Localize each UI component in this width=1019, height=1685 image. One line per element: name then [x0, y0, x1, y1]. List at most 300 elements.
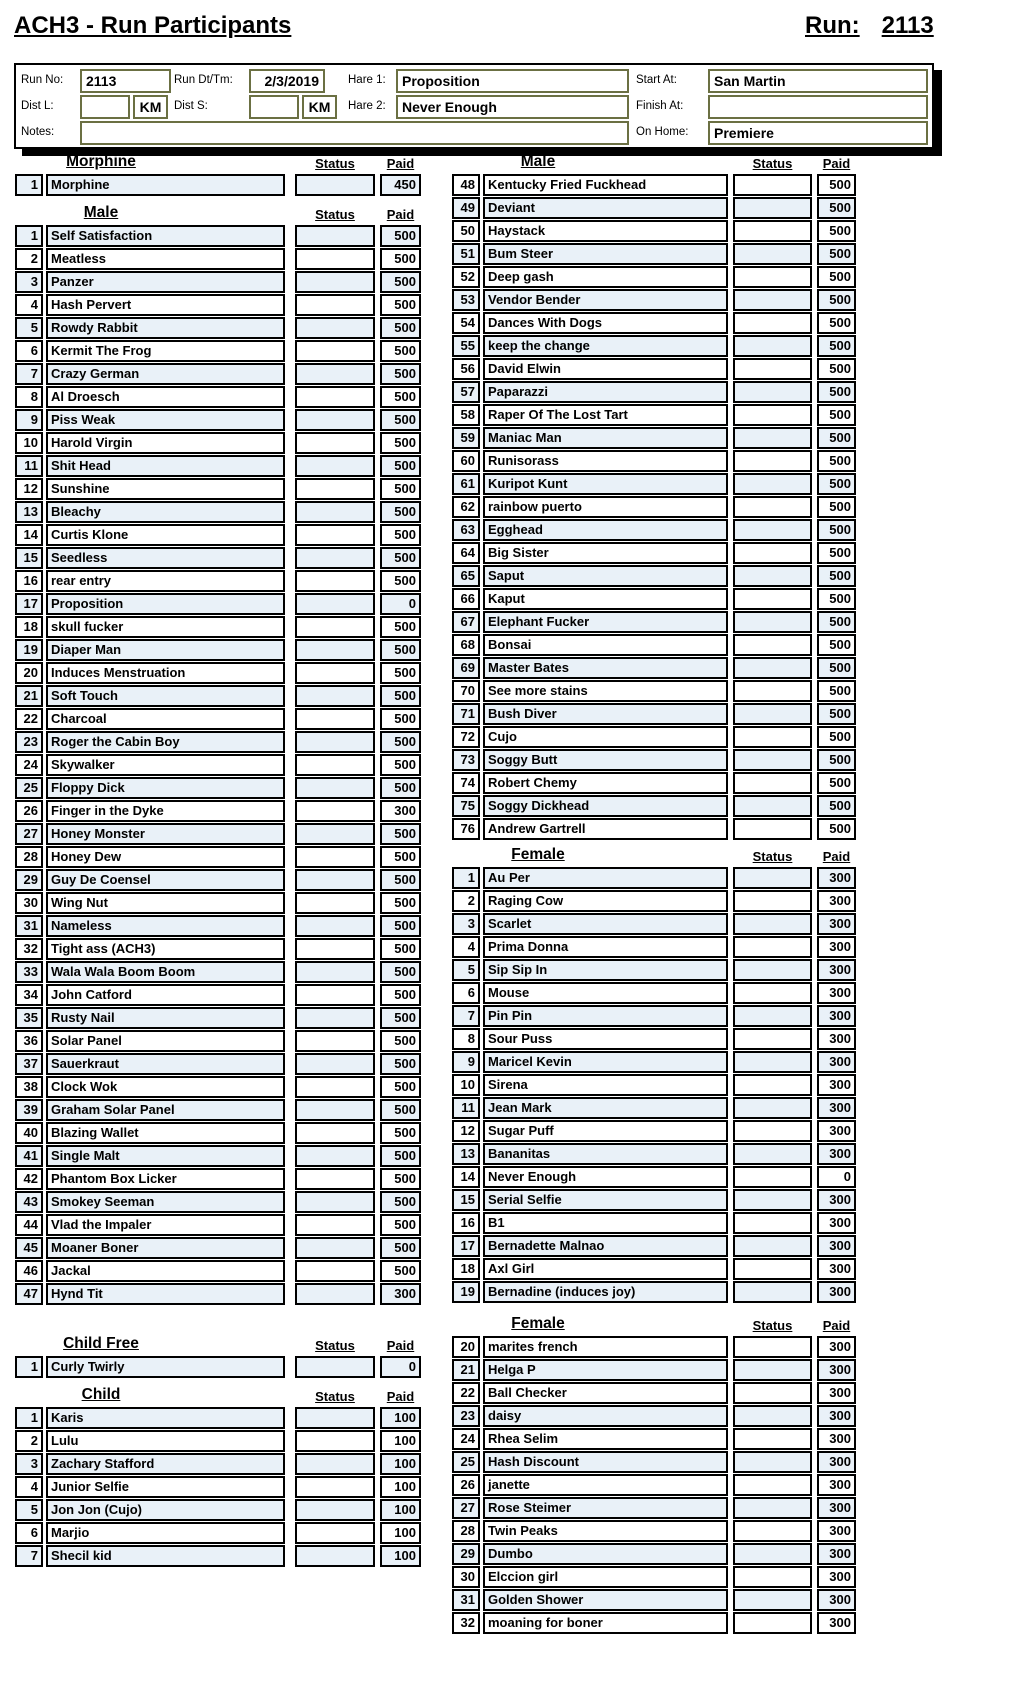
paid-cell[interactable]: 500	[380, 685, 421, 707]
participant-row	[15, 547, 421, 569]
participant-name-cell: Jackal	[46, 1260, 285, 1282]
status-cell[interactable]	[733, 890, 812, 912]
participant-name-cell: Honey Dew	[46, 846, 285, 868]
paid-cell[interactable]: 500	[817, 818, 856, 840]
paid-cell[interactable]: 300	[817, 1281, 856, 1303]
paid-cell[interactable]: 100	[380, 1453, 421, 1475]
paid-cell[interactable]: 500	[817, 726, 856, 748]
paid-cell[interactable]: 500	[380, 984, 421, 1006]
paid-cell[interactable]: 300	[817, 1474, 856, 1496]
status-cell[interactable]	[733, 519, 812, 541]
status-cell[interactable]	[295, 409, 375, 431]
status-cell[interactable]	[733, 404, 812, 426]
paid-cell[interactable]: 500	[380, 363, 421, 385]
status-cell[interactable]	[295, 1214, 375, 1236]
paid-cell[interactable]: 500	[380, 662, 421, 684]
status-cell[interactable]	[295, 455, 375, 477]
status-cell[interactable]	[733, 657, 812, 679]
status-cell[interactable]	[295, 1122, 375, 1144]
participant-name-cell: Egghead	[483, 519, 728, 541]
paid-cell[interactable]: 300	[817, 1005, 856, 1027]
status-cell[interactable]	[295, 432, 375, 454]
paid-cell[interactable]: 300	[817, 867, 856, 889]
participant-row	[15, 1430, 421, 1452]
status-cell[interactable]	[295, 225, 375, 247]
start-at-field[interactable]: San Martin	[708, 69, 928, 93]
paid-cell[interactable]: 500	[380, 892, 421, 914]
paid-cell[interactable]: 300	[817, 1097, 856, 1119]
status-cell[interactable]	[733, 1166, 812, 1188]
paid-cell[interactable]: 300	[817, 1612, 856, 1634]
status-cell[interactable]	[733, 1281, 812, 1303]
status-cell[interactable]	[733, 1497, 812, 1519]
section-title-wrap	[452, 846, 733, 864]
status-cell[interactable]	[295, 869, 375, 891]
status-cell[interactable]	[295, 961, 375, 983]
paid-cell[interactable]: 300	[817, 890, 856, 912]
paid-cell[interactable]: 100	[380, 1522, 421, 1544]
paid-cell[interactable]: 500	[817, 174, 856, 196]
paid-cell[interactable]: 300	[817, 1359, 856, 1381]
row-number-cell: 18	[452, 1258, 480, 1280]
row-number-cell: 5	[452, 959, 480, 981]
paid-cell[interactable]: 100	[380, 1499, 421, 1521]
paid-cell[interactable]: 500	[380, 961, 421, 983]
paid-cell[interactable]: 500	[380, 271, 421, 293]
status-cell[interactable]	[733, 611, 812, 633]
paid-cell[interactable]: 300	[817, 1589, 856, 1611]
status-cell[interactable]	[295, 593, 375, 615]
status-cell[interactable]	[733, 1589, 812, 1611]
paid-cell[interactable]: 500	[380, 294, 421, 316]
status-cell[interactable]	[733, 266, 812, 288]
paid-cell[interactable]: 300	[817, 936, 856, 958]
status-cell[interactable]	[733, 381, 812, 403]
paid-cell[interactable]: 500	[380, 1076, 421, 1098]
participant-row	[452, 1281, 856, 1303]
status-cell[interactable]	[733, 1428, 812, 1450]
paid-cell[interactable]: 500	[817, 266, 856, 288]
status-cell[interactable]	[295, 1053, 375, 1075]
status-cell[interactable]	[295, 386, 375, 408]
paid-cell[interactable]: 500	[380, 225, 421, 247]
paid-cell[interactable]: 300	[817, 1336, 856, 1358]
participant-row	[15, 1145, 421, 1167]
participant-name-cell: Bernadine (induces joy)	[483, 1281, 728, 1303]
status-cell[interactable]	[295, 1076, 375, 1098]
paid-cell[interactable]: 500	[817, 519, 856, 541]
participant-name-cell: Runisorass	[483, 450, 728, 472]
status-cell[interactable]	[733, 1543, 812, 1565]
status-cell[interactable]	[295, 1430, 375, 1452]
participant-name-cell: Karis	[46, 1407, 285, 1429]
paid-cell[interactable]: 500	[817, 289, 856, 311]
status-cell[interactable]	[733, 1120, 812, 1142]
paid-cell[interactable]: 500	[817, 450, 856, 472]
status-cell[interactable]	[733, 1474, 812, 1496]
paid-cell[interactable]: 300	[817, 1235, 856, 1257]
status-column-header: Status	[315, 1389, 355, 1404]
status-cell[interactable]	[733, 358, 812, 380]
status-cell[interactable]	[733, 1382, 812, 1404]
paid-cell[interactable]: 500	[380, 1168, 421, 1190]
paid-cell[interactable]: 500	[380, 1260, 421, 1282]
status-cell[interactable]	[733, 243, 812, 265]
status-cell[interactable]	[733, 565, 812, 587]
participant-name-cell: Phantom Box Licker	[46, 1168, 285, 1190]
participant-row	[452, 1451, 856, 1473]
participant-row	[452, 1612, 856, 1634]
paid-cell[interactable]: 500	[380, 340, 421, 362]
status-cell[interactable]	[295, 731, 375, 753]
paid-cell[interactable]: 500	[817, 197, 856, 219]
status-cell[interactable]	[733, 1143, 812, 1165]
status-cell[interactable]	[733, 220, 812, 242]
paid-cell[interactable]: 500	[380, 616, 421, 638]
paid-cell[interactable]: 500	[380, 823, 421, 845]
status-cell[interactable]	[733, 1258, 812, 1280]
row-number-cell: 23	[452, 1405, 480, 1427]
paid-cell[interactable]: 100	[380, 1407, 421, 1429]
status-cell[interactable]	[295, 1191, 375, 1213]
hare2-field[interactable]: Never Enough	[396, 95, 629, 119]
row-number-cell: 1	[15, 1356, 43, 1378]
status-cell[interactable]	[295, 938, 375, 960]
status-cell[interactable]	[295, 248, 375, 270]
paid-cell[interactable]: 500	[380, 524, 421, 546]
status-cell[interactable]	[295, 363, 375, 385]
paid-cell[interactable]: 500	[817, 427, 856, 449]
status-cell[interactable]	[733, 1359, 812, 1381]
participant-name-cell: Lulu	[46, 1430, 285, 1452]
finish-at-field[interactable]	[708, 95, 928, 119]
status-cell[interactable]	[295, 1099, 375, 1121]
status-cell[interactable]	[295, 777, 375, 799]
status-cell[interactable]	[295, 915, 375, 937]
paid-cell[interactable]: 0	[380, 593, 421, 615]
status-cell[interactable]	[295, 1145, 375, 1167]
status-cell[interactable]	[295, 1283, 375, 1305]
paid-cell[interactable]: 500	[380, 639, 421, 661]
paid-cell[interactable]: 300	[817, 1212, 856, 1234]
status-cell[interactable]	[733, 867, 812, 889]
paid-cell[interactable]: 100	[380, 1476, 421, 1498]
status-cell[interactable]	[295, 616, 375, 638]
status-cell[interactable]	[733, 1097, 812, 1119]
paid-cell[interactable]: 500	[817, 588, 856, 610]
paid-cell[interactable]: 500	[380, 731, 421, 753]
on-home-field[interactable]: Premiere	[708, 121, 928, 145]
status-cell[interactable]	[295, 1545, 375, 1567]
status-cell[interactable]	[733, 1405, 812, 1427]
status-cell[interactable]	[295, 892, 375, 914]
paid-cell[interactable]: 500	[380, 1099, 421, 1121]
status-cell[interactable]	[733, 1051, 812, 1073]
status-cell[interactable]	[733, 496, 812, 518]
status-cell[interactable]	[733, 588, 812, 610]
status-cell[interactable]	[733, 936, 812, 958]
status-cell[interactable]	[295, 340, 375, 362]
paid-cell[interactable]: 500	[817, 358, 856, 380]
paid-cell[interactable]: 500	[380, 915, 421, 937]
paid-cell[interactable]: 500	[817, 772, 856, 794]
paid-cell[interactable]: 300	[817, 1566, 856, 1588]
participant-row	[15, 616, 421, 638]
row-number-cell: 48	[452, 174, 480, 196]
paid-cell[interactable]: 300	[817, 1451, 856, 1473]
status-cell[interactable]	[733, 772, 812, 794]
status-cell[interactable]	[295, 1237, 375, 1259]
status-cell[interactable]	[733, 427, 812, 449]
status-cell[interactable]	[295, 478, 375, 500]
status-cell[interactable]	[733, 1074, 812, 1096]
row-number-cell: 49	[452, 197, 480, 219]
status-cell[interactable]	[295, 984, 375, 1006]
paid-cell[interactable]: 500	[380, 1030, 421, 1052]
paid-cell[interactable]: 500	[380, 777, 421, 799]
status-cell[interactable]	[733, 749, 812, 771]
paid-cell[interactable]: 300	[817, 1405, 856, 1427]
paid-cell[interactable]: 100	[380, 1545, 421, 1567]
paid-cell[interactable]: 500	[817, 220, 856, 242]
status-cell[interactable]	[733, 726, 812, 748]
status-cell[interactable]	[733, 1028, 812, 1050]
status-cell[interactable]	[733, 982, 812, 1004]
status-cell[interactable]	[295, 846, 375, 868]
participant-name-cell: Meatless	[46, 248, 285, 270]
paid-cell[interactable]: 500	[380, 1214, 421, 1236]
status-cell[interactable]	[733, 312, 812, 334]
row-number-cell: 25	[452, 1451, 480, 1473]
paid-cell[interactable]: 500	[380, 1237, 421, 1259]
paid-cell[interactable]: 100	[380, 1430, 421, 1452]
row-number-cell: 1	[452, 867, 480, 889]
participant-row	[15, 1053, 421, 1075]
status-cell[interactable]	[295, 685, 375, 707]
paid-cell[interactable]: 500	[380, 938, 421, 960]
participant-name-cell: Blazing Wallet	[46, 1122, 285, 1144]
status-cell[interactable]	[295, 1030, 375, 1052]
row-number-cell: 20	[15, 662, 43, 684]
participant-name-cell: See more stains	[483, 680, 728, 702]
paid-cell[interactable]: 500	[380, 317, 421, 339]
row-number-cell: 35	[15, 1007, 43, 1029]
status-cell[interactable]	[295, 823, 375, 845]
status-cell[interactable]	[295, 1453, 375, 1475]
status-cell[interactable]	[733, 1189, 812, 1211]
participant-row	[15, 1076, 421, 1098]
paid-cell[interactable]: 500	[380, 432, 421, 454]
status-cell[interactable]	[733, 1005, 812, 1027]
paid-cell[interactable]: 500	[817, 565, 856, 587]
status-cell[interactable]	[733, 1451, 812, 1473]
notes-field[interactable]	[80, 121, 629, 145]
status-cell[interactable]	[733, 634, 812, 656]
status-cell[interactable]	[295, 639, 375, 661]
paid-cell[interactable]: 500	[817, 657, 856, 679]
paid-cell[interactable]: 500	[817, 611, 856, 633]
participant-row	[15, 1007, 421, 1029]
status-cell[interactable]	[295, 1407, 375, 1429]
paid-cell[interactable]: 500	[380, 869, 421, 891]
paid-cell[interactable]: 500	[380, 501, 421, 523]
participant-name-cell: Morphine	[46, 174, 285, 196]
status-cell[interactable]	[733, 818, 812, 840]
paid-cell[interactable]: 300	[817, 1382, 856, 1404]
paid-cell[interactable]: 500	[380, 1007, 421, 1029]
paid-cell[interactable]: 500	[817, 381, 856, 403]
status-cell[interactable]	[295, 271, 375, 293]
status-cell[interactable]	[733, 174, 812, 196]
run-no-field[interactable]: 2113	[80, 69, 171, 93]
paid-cell[interactable]: 500	[817, 542, 856, 564]
paid-cell[interactable]: 0	[817, 1166, 856, 1188]
paid-cell[interactable]: 300	[817, 1520, 856, 1542]
paid-cell[interactable]: 300	[817, 1143, 856, 1165]
paid-column-header: Paid	[822, 1318, 851, 1333]
paid-cell[interactable]: 300	[380, 800, 421, 822]
run-dttm-field[interactable]: 2/3/2019	[249, 69, 325, 93]
status-cell[interactable]	[733, 1566, 812, 1588]
status-cell[interactable]	[295, 708, 375, 730]
status-cell[interactable]	[295, 1476, 375, 1498]
row-number-cell: 22	[452, 1382, 480, 1404]
row-number-cell: 71	[452, 703, 480, 725]
participant-name-cell: Curly Twirly	[46, 1356, 285, 1378]
status-cell[interactable]	[295, 524, 375, 546]
paid-cell[interactable]: 500	[380, 455, 421, 477]
paid-cell[interactable]: 500	[817, 634, 856, 656]
paid-cell[interactable]: 300	[817, 913, 856, 935]
paid-cell[interactable]: 500	[817, 312, 856, 334]
paid-cell[interactable]: 500	[380, 1122, 421, 1144]
row-number-cell: 53	[452, 289, 480, 311]
paid-cell[interactable]: 500	[817, 335, 856, 357]
status-cell[interactable]	[295, 1356, 375, 1378]
status-cell[interactable]	[733, 703, 812, 725]
paid-cell[interactable]: 500	[380, 409, 421, 431]
paid-cell[interactable]: 300	[380, 1283, 421, 1305]
paid-cell[interactable]: 500	[380, 846, 421, 868]
section-title: Child	[81, 1386, 121, 1403]
status-cell[interactable]	[295, 1007, 375, 1029]
status-cell[interactable]	[733, 913, 812, 935]
paid-cell[interactable]: 300	[817, 1028, 856, 1050]
paid-cell[interactable]: 300	[817, 1258, 856, 1280]
paid-cell[interactable]: 500	[817, 795, 856, 817]
row-number-cell: 40	[15, 1122, 43, 1144]
participant-name-cell: Sugar Puff	[483, 1120, 728, 1142]
paid-cell[interactable]: 500	[380, 386, 421, 408]
participant-name-cell: Dumbo	[483, 1543, 728, 1565]
paid-cell[interactable]: 500	[380, 1053, 421, 1075]
status-cell[interactable]	[733, 197, 812, 219]
status-cell[interactable]	[295, 754, 375, 776]
paid-cell[interactable]: 500	[380, 708, 421, 730]
row-number-cell: 73	[452, 749, 480, 771]
row-number-cell: 63	[452, 519, 480, 541]
participant-name-cell: Elephant Fucker	[483, 611, 728, 633]
paid-cell[interactable]: 300	[817, 982, 856, 1004]
status-cell[interactable]	[733, 1336, 812, 1358]
paid-cell[interactable]: 500	[817, 243, 856, 265]
row-number-cell: 2	[15, 248, 43, 270]
status-cell[interactable]	[295, 501, 375, 523]
paid-cell[interactable]: 500	[817, 404, 856, 426]
status-cell[interactable]	[295, 570, 375, 592]
status-cell[interactable]	[295, 800, 375, 822]
status-cell[interactable]	[295, 547, 375, 569]
status-cell[interactable]	[295, 317, 375, 339]
paid-cell[interactable]: 300	[817, 1428, 856, 1450]
status-cell[interactable]	[733, 289, 812, 311]
paid-cell[interactable]: 500	[817, 496, 856, 518]
paid-cell[interactable]: 500	[380, 547, 421, 569]
paid-cell[interactable]: 300	[817, 1120, 856, 1142]
status-cell[interactable]	[733, 1520, 812, 1542]
run-dttm-label: Run Dt/Tm:	[174, 74, 233, 86]
status-cell[interactable]	[295, 1168, 375, 1190]
status-cell[interactable]	[733, 959, 812, 981]
status-cell[interactable]	[733, 1235, 812, 1257]
participant-name-cell: Seedless	[46, 547, 285, 569]
status-cell[interactable]	[733, 450, 812, 472]
paid-cell[interactable]: 300	[817, 1189, 856, 1211]
status-cell[interactable]	[733, 335, 812, 357]
status-cell[interactable]	[295, 1522, 375, 1544]
status-cell[interactable]	[733, 542, 812, 564]
status-cell[interactable]	[295, 1499, 375, 1521]
hare1-field[interactable]: Proposition	[396, 69, 629, 93]
paid-cell[interactable]: 500	[817, 680, 856, 702]
row-number-cell: 10	[15, 432, 43, 454]
paid-cell[interactable]: 500	[817, 473, 856, 495]
paid-cell[interactable]: 300	[817, 1051, 856, 1073]
paid-cell[interactable]: 500	[380, 754, 421, 776]
status-cell[interactable]	[733, 680, 812, 702]
paid-column-header: Paid	[386, 1389, 415, 1404]
run-no-label: Run No:	[21, 74, 64, 86]
status-cell[interactable]	[733, 795, 812, 817]
participant-name-cell: Deep gash	[483, 266, 728, 288]
paid-cell[interactable]: 450	[380, 174, 421, 196]
paid-cell[interactable]: 0	[380, 1356, 421, 1378]
status-column-header: Status	[752, 156, 793, 171]
paid-cell[interactable]: 300	[817, 1543, 856, 1565]
status-cell[interactable]	[295, 1260, 375, 1282]
status-cell[interactable]	[733, 473, 812, 495]
paid-cell[interactable]: 500	[380, 570, 421, 592]
paid-cell[interactable]: 500	[380, 1191, 421, 1213]
status-cell[interactable]	[295, 662, 375, 684]
dist-l-field[interactable]	[80, 95, 130, 119]
paid-cell[interactable]: 500	[380, 478, 421, 500]
status-cell[interactable]	[295, 294, 375, 316]
dist-s-field[interactable]	[249, 95, 299, 119]
paid-cell[interactable]: 500	[380, 1145, 421, 1167]
section-header	[15, 202, 421, 222]
paid-cell[interactable]: 500	[817, 703, 856, 725]
status-cell[interactable]	[295, 174, 375, 196]
paid-cell[interactable]: 300	[817, 1497, 856, 1519]
paid-cell[interactable]: 500	[817, 749, 856, 771]
paid-cell[interactable]: 500	[380, 248, 421, 270]
participant-name-cell: Guy De Coensel	[46, 869, 285, 891]
paid-cell[interactable]: 300	[817, 959, 856, 981]
status-cell[interactable]	[733, 1212, 812, 1234]
status-cell[interactable]	[733, 1612, 812, 1634]
paid-cell[interactable]: 300	[817, 1074, 856, 1096]
